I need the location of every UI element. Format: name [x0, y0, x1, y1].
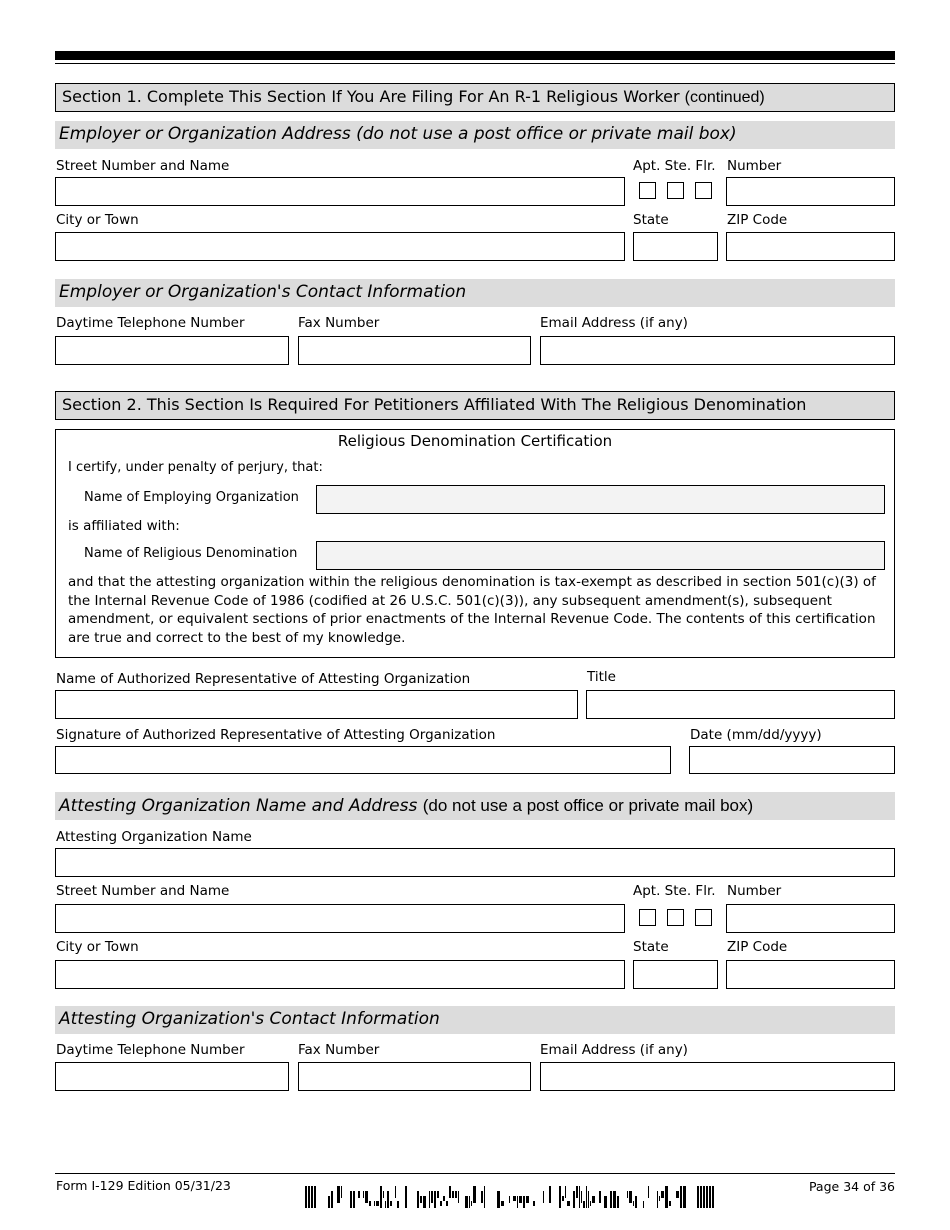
- employer-email-input[interactable]: [540, 336, 895, 365]
- attesting-phone-input[interactable]: [55, 1062, 289, 1091]
- employer-number-input[interactable]: [726, 177, 895, 206]
- attesting-city-label: City or Town: [56, 939, 139, 955]
- section1-continued: (continued): [684, 89, 765, 106]
- attesting-phone-label: Daytime Telephone Number: [56, 1042, 245, 1058]
- phone-label: Daytime Telephone Number: [56, 315, 245, 331]
- employer-apt-checkbox[interactable]: [639, 182, 656, 199]
- denomination-label: Name of Religious Denomination: [84, 546, 298, 561]
- street-label: Street Number and Name: [56, 158, 230, 174]
- employing-org-label: Name of Employing Organization: [84, 490, 299, 505]
- employer-contact-heading: Employer or Organization's Contact Information: [55, 279, 895, 307]
- top-thin-rule: [55, 63, 895, 64]
- date-input[interactable]: [689, 746, 895, 774]
- employer-phone-input[interactable]: [55, 336, 289, 365]
- page-number: Page 34 of 36: [808, 1179, 895, 1194]
- attesting-flr-checkbox[interactable]: [695, 909, 712, 926]
- attesting-state-label: State: [633, 939, 669, 955]
- employer-zip-input[interactable]: [726, 232, 895, 261]
- employer-city-input[interactable]: [55, 232, 625, 261]
- attesting-ste-checkbox[interactable]: [667, 909, 684, 926]
- zip-label: ZIP Code: [727, 212, 788, 228]
- attesting-street-input[interactable]: [55, 904, 625, 933]
- attesting-zip-label: ZIP Code: [727, 939, 788, 955]
- attesting-org-name-label: Attesting Organization Name: [56, 829, 252, 845]
- date-label: Date (mm/dd/yyyy): [690, 727, 822, 743]
- number-label: Number: [727, 158, 782, 174]
- top-rule: [55, 51, 895, 60]
- signature-input[interactable]: [55, 746, 671, 774]
- attesting-number-label: Number: [727, 883, 782, 899]
- affiliated-text: is affiliated with:: [68, 518, 180, 534]
- form-edition: Form I-129 Edition 05/31/23: [56, 1178, 231, 1193]
- certification-statement: and that the attesting organization within the religious denomination is tax-exempt as described in section 501(c)(3) of the Internal Revenue Code of 1986 (codified at 26 U.S.C. 501(c)(3)), any subsequent amendment(s), subsequent amendment, or equivalent sections of prior enactments of the Internal Revenue Code. The contents of this certification are true and correct to the best of my knowledge.: [68, 574, 876, 646]
- city-label: City or Town: [56, 212, 139, 228]
- barcode: [305, 1186, 715, 1208]
- email-label: Email Address (if any): [540, 315, 688, 331]
- attesting-org-name-input[interactable]: [55, 848, 895, 877]
- employer-ste-checkbox[interactable]: [667, 182, 684, 199]
- employer-address-heading: Employer or Organization Address (do not use a post office or private mail box): [55, 121, 895, 149]
- attesting-address-heading: [55, 792, 895, 820]
- employer-flr-checkbox[interactable]: [695, 182, 712, 199]
- signature-label: Signature of Authorized Representative of Attesting Organization: [56, 727, 496, 743]
- rep-title-input[interactable]: [586, 690, 895, 719]
- rep-name-label: Name of Authorized Representative of Attesting Organization: [56, 671, 471, 687]
- state-label: State: [633, 212, 669, 228]
- rep-name-input[interactable]: [55, 690, 578, 719]
- attesting-apt-label: Apt. Ste. Flr.: [633, 883, 716, 899]
- section2-header: Section 2. This Section Is Required For Petitioners Affiliated With The Religious Denomination: [55, 391, 895, 420]
- fax-label: Fax Number: [298, 315, 380, 331]
- section1-title: Section 1. Complete This Section If You Are Filing For An R-1 Religious Worker: [62, 87, 680, 106]
- apt-label: Apt. Ste. Flr.: [633, 158, 716, 174]
- certify-text: I certify, under penalty of perjury, that:: [68, 460, 323, 475]
- attesting-city-input[interactable]: [55, 960, 625, 989]
- section1-header: [55, 83, 895, 112]
- employing-org-input[interactable]: [316, 485, 885, 514]
- attesting-address-heading-italic: Attesting Organization Name and Address: [59, 796, 418, 816]
- attesting-contact-heading: Attesting Organization's Contact Information: [55, 1006, 895, 1034]
- attesting-street-label: Street Number and Name: [56, 883, 230, 899]
- certification-title: Religious Denomination Certification: [337, 432, 613, 450]
- denomination-input[interactable]: [316, 541, 885, 570]
- attesting-address-heading-note: (do not use a post office or private mail box): [422, 796, 754, 815]
- attesting-apt-checkbox[interactable]: [639, 909, 656, 926]
- title-label: Title: [587, 669, 616, 685]
- attesting-email-label: Email Address (if any): [540, 1042, 688, 1058]
- attesting-email-input[interactable]: [540, 1062, 895, 1091]
- attesting-state-select[interactable]: [633, 960, 718, 989]
- attesting-fax-label: Fax Number: [298, 1042, 380, 1058]
- attesting-number-input[interactable]: [726, 904, 895, 933]
- footer-rule: [55, 1173, 895, 1174]
- attesting-fax-input[interactable]: [298, 1062, 531, 1091]
- employer-fax-input[interactable]: [298, 336, 531, 365]
- employer-state-select[interactable]: [633, 232, 718, 261]
- attesting-zip-input[interactable]: [726, 960, 895, 989]
- employer-street-input[interactable]: [55, 177, 625, 206]
